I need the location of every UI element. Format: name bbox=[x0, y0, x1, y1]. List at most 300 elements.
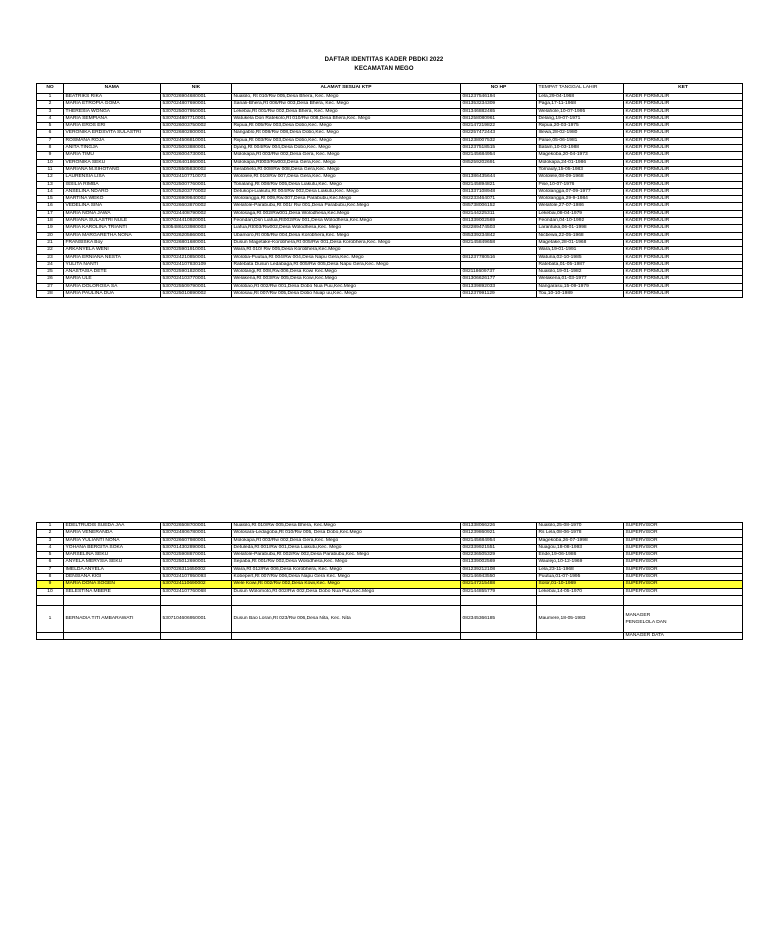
cell-ttl: Palue,05-06-1981 bbox=[537, 137, 624, 144]
cell-alamat: Woloba-Puutua,Rt 004/Rw 004,Desa Napu Gera,Kec. Mego bbox=[232, 254, 461, 261]
cell-ket: KADER FORMULIR bbox=[624, 291, 743, 298]
cell-nama: MARIA PAULINA DUA bbox=[64, 291, 161, 298]
table-row bbox=[37, 232, 743, 239]
cell-no: 15 bbox=[37, 196, 64, 203]
cell-alamat: Dusun Bao Loran,Rt 023/Rw 006,Desa Nita, Kec. Nita bbox=[232, 605, 461, 632]
cell-hp: 081237780516 bbox=[461, 254, 537, 261]
table-row bbox=[37, 159, 743, 166]
cell-hp: 082345366185 bbox=[461, 605, 537, 632]
cell-alamat: Wolosara-Ledagoba,Rt 010/Rw 005, Desa Dobo,Kec.Mego bbox=[232, 530, 461, 537]
table-row bbox=[37, 218, 743, 225]
cell-nama: VERONIKA SEKU bbox=[64, 159, 161, 166]
cell-hp: 081258080961 bbox=[461, 115, 537, 122]
cell-ket: KADER FORMULIR bbox=[624, 108, 743, 115]
document-title: DAFTAR IDENTITAS KADER PBDKI 2022 bbox=[324, 57, 444, 63]
cell-nama: MARIANA M.SIHOTANG bbox=[64, 166, 161, 173]
cell-ket: KADER FORMULIR bbox=[624, 130, 743, 137]
cell-alamat: Detukopi-Liakutu,Rt 004/Rw 002,Desa Liakutu,Kec. Mego bbox=[232, 188, 461, 195]
table-row bbox=[37, 145, 743, 152]
cell-nik: 5307104606950001 bbox=[161, 605, 232, 632]
cell-nik: 5307024807710001 bbox=[161, 115, 232, 122]
cell-nik: 5307026508700001 bbox=[161, 523, 232, 530]
cell-no: 3 bbox=[37, 537, 64, 544]
cell-nik: 5307014302890001 bbox=[161, 544, 232, 551]
cell-hp: 082144855779 bbox=[461, 588, 537, 595]
cell-no: 10 bbox=[37, 588, 64, 595]
cell-ket: SUPERVISOR bbox=[624, 552, 743, 559]
cell-nik: 5307026205860001 bbox=[161, 232, 232, 239]
cell-ket: KADER FORMULIR bbox=[624, 276, 743, 283]
cell-hp: 082145684954 bbox=[461, 537, 537, 544]
cell-nik: 5307024107760068 bbox=[161, 588, 232, 595]
cell-ket: KADER FORMULIR bbox=[624, 137, 743, 144]
cell-nik: 5307025901820001 bbox=[161, 269, 232, 276]
cell-nama: VERONIKA ERDSVITA SULASTRI bbox=[64, 130, 161, 137]
cell-alamat: Ubamoro,Rt 005/Rw 004,Desa Korobhera,Kec. Mego bbox=[232, 232, 461, 239]
cell-alamat: Liafua,Rt003/Rw002,Desa Wolodhesa,Kec. Mego bbox=[232, 225, 461, 232]
cell-ttl: Magetake,28-01-1968 bbox=[537, 239, 624, 246]
cell-hp: 082236505329 bbox=[461, 552, 537, 559]
cell-ttl: Nicbewa,22-05-1968 bbox=[537, 232, 624, 239]
cell-ket: KADER FORMULIR bbox=[624, 196, 743, 203]
cell-alamat: Welafole-Parabubu,Rt 002/Rw 002,Desa Parabubu,Kec. Mego bbox=[232, 552, 461, 559]
cell-alamat: Serabheto,Rt 008/Rw 008,Desa Gera,Kec. Mego bbox=[232, 166, 461, 173]
cell-nik: 5307024806780001 bbox=[161, 530, 232, 537]
cell-alamat: Molokapa,Rt003/Rw003,Desa Gera,Kec. Mego bbox=[232, 159, 461, 166]
cell-ket: KADER FORMULIR bbox=[624, 232, 743, 239]
cell-ttl: Rs Lela,08-06-1978 bbox=[537, 530, 624, 537]
supervisor-row bbox=[37, 581, 743, 588]
cell-alamat: Detuleda,Rt 001/Rw 001,Desa Liakutu,Kec. Mego bbox=[232, 544, 461, 551]
cell-nik: 5307024408790002 bbox=[161, 210, 232, 217]
cell-nik: 5307024107950093 bbox=[161, 574, 232, 581]
table-row bbox=[37, 210, 743, 217]
cell-ttl: Tornauly,15-05-1983 bbox=[537, 166, 624, 173]
cell-ttl: Welakena,01-03-1977 bbox=[537, 276, 624, 283]
cell-alamat: Dusun Magetake-Korobhera,Rt 005/Rw 001,Desa Korobhera,Kec. Mego bbox=[232, 239, 461, 246]
cell-no: 12 bbox=[37, 174, 64, 181]
cell-nik: 5307026311650002 bbox=[161, 566, 232, 573]
cell-no: 26 bbox=[37, 276, 64, 283]
cell-nik: 5307025505830002 bbox=[161, 166, 232, 173]
cell-hp: 081237546194 bbox=[461, 94, 537, 101]
cell-hp: 085339234842 bbox=[461, 232, 537, 239]
cell-nama: ROSMANA ROJA bbox=[64, 137, 161, 144]
cell-ket: MANAGER DATA bbox=[624, 632, 743, 639]
cell-no: 23 bbox=[37, 254, 64, 261]
cell-alamat: Tonalang,Rt 008/Rw 005,Desa Liakutu,Kec. Mego bbox=[232, 181, 461, 188]
cell-nama: MARIA NONA JAWA bbox=[64, 210, 161, 217]
cell-hp: 081339892033 bbox=[461, 283, 537, 290]
header-nama: NAMA bbox=[64, 84, 161, 94]
kader-table bbox=[36, 83, 743, 298]
table-row bbox=[37, 188, 743, 195]
cell-ket: SUPERVISOR bbox=[624, 581, 743, 588]
cell-alamat: Nualolo, Rt 010/Rw 005,Desa Bhera, Kec. Mego bbox=[232, 94, 461, 101]
cell-ttl: Tou,10-10-1989 bbox=[537, 291, 624, 298]
cell-no: 5 bbox=[37, 123, 64, 130]
cell-hp: 081339002569 bbox=[461, 559, 537, 566]
cell-ttl: Waulejo,10-12-1969 bbox=[537, 559, 624, 566]
cell-ttl: Feondari,04-10-1992 bbox=[537, 218, 624, 225]
cell-nama: SELESTINA MBERE bbox=[64, 588, 161, 595]
cell-ttl: Batam,10-03-1988 bbox=[537, 145, 624, 152]
cell-hp: 081337108948 bbox=[461, 188, 537, 195]
cell-ket: SUPERVISOR bbox=[624, 530, 743, 537]
cell-ket: KADER FORMULIR bbox=[624, 166, 743, 173]
cell-nama: MARIA VENERANDA bbox=[64, 530, 161, 537]
supervisor-row bbox=[37, 523, 743, 530]
cell-nama: LAURENSIA LISA bbox=[64, 174, 161, 181]
cell-no: 8 bbox=[37, 574, 64, 581]
cell-nama: YULITA NANTI bbox=[64, 261, 161, 268]
supervisor-row bbox=[37, 537, 743, 544]
cell-hp: 082289474503 bbox=[461, 225, 537, 232]
cell-nama: MARSELINA SEKU bbox=[64, 552, 161, 559]
cell-nama: MARIA DONA SOGEN bbox=[64, 581, 161, 588]
cell-ttl: Nuagou,18-08-1993 bbox=[537, 544, 624, 551]
cell-alamat: Dusun Wolomoto,Rt 002/Rw 002,Desa Dobo Nua Puu,Kec.Mego bbox=[232, 588, 461, 595]
cell-ttl: Solor,01-10-1969 bbox=[537, 581, 624, 588]
cell-alamat: Riipua,Rt 003/Rw 003,Desa Dobo,Kec. Mego bbox=[232, 137, 461, 144]
cell-ket: KADER FORMULIR bbox=[624, 254, 743, 261]
table-row bbox=[37, 196, 743, 203]
cell-ttl: Riipua,20-03-1975 bbox=[537, 123, 624, 130]
cell-hp bbox=[461, 166, 537, 173]
cell-hp bbox=[461, 261, 537, 268]
cell-no: 5 bbox=[37, 552, 64, 559]
cell-no: 25 bbox=[37, 269, 64, 276]
cell-nik: 5307025012690001 bbox=[161, 559, 232, 566]
cell-nama: THERESIA WONGA bbox=[64, 108, 161, 115]
cell-ket: SUPERVISOR bbox=[624, 574, 743, 581]
cell-nama: ANSELINA NDARO bbox=[64, 188, 161, 195]
cell-no: 8 bbox=[37, 145, 64, 152]
cell-hp: 082145894821 bbox=[461, 181, 537, 188]
cell-hp: 082144225311 bbox=[461, 210, 537, 217]
cell-ket: KADER FORMULIR bbox=[624, 225, 743, 232]
cell-ket: SUPERVISOR bbox=[624, 559, 743, 566]
cell-no: 20 bbox=[37, 232, 64, 239]
cell-nama: DENSIANA KIGI bbox=[64, 574, 161, 581]
cell-ket: KADER FORMULIR bbox=[624, 174, 743, 181]
cell-no: 9 bbox=[37, 581, 64, 588]
cell-nama: MARIANA SULASTRI NULE bbox=[64, 218, 161, 225]
cell-nama: MARIA DOLOROSA SA bbox=[64, 283, 161, 290]
cell-alamat: Welafole-Parabubu,Rt 001/ Rw 001,Desa Parabubu,Kec.Mego bbox=[232, 203, 461, 210]
cell-nama: MARIA TIMU bbox=[64, 152, 161, 159]
cell-ket: SUPERVISOR bbox=[624, 544, 743, 551]
cell-ket: KADER FORMULIR bbox=[624, 269, 743, 276]
cell-nik: 5307024210850001 bbox=[161, 254, 232, 261]
cell-ttl: Nangarasu,15-09-1979 bbox=[537, 283, 624, 290]
cell-ket: KADER FORMULIR bbox=[624, 159, 743, 166]
table-row bbox=[37, 261, 743, 268]
cell-nama: ANYELA MERYSIA SEKU bbox=[64, 559, 161, 566]
cell-nama: IMELDA ANYELA bbox=[64, 566, 161, 573]
supervisor-row bbox=[37, 530, 743, 537]
cell-ket: SUPERVISOR bbox=[624, 566, 743, 573]
supervisor-row bbox=[37, 552, 743, 559]
cell-ttl: Lekebai,08-04-1979 bbox=[537, 210, 624, 217]
cell-ttl: Molokapa,24-01-1986 bbox=[537, 159, 624, 166]
cell-no: 16 bbox=[37, 203, 64, 210]
cell-hp: 082145849658 bbox=[461, 239, 537, 246]
cell-alamat: Molokapa,Rt 003/Rw 002,Desa Gera,Kec. Mego bbox=[232, 537, 461, 544]
table-row bbox=[37, 239, 743, 246]
table-row bbox=[37, 152, 743, 159]
cell-no: 6 bbox=[37, 559, 64, 566]
cell-hp: 082233464071 bbox=[461, 196, 537, 203]
cell-no: 21 bbox=[37, 239, 64, 246]
cell-alamat: Wolosau,Rt 007/Rw 005,Desa Dobo Nuap uu,Kec. Mego bbox=[232, 291, 461, 298]
cell-nama: MARIA EROS ERI bbox=[64, 123, 161, 130]
supervisor-row bbox=[37, 566, 743, 573]
cell-no: 28 bbox=[37, 291, 64, 298]
cell-nik: 5307025509790001 bbox=[161, 283, 232, 290]
cell-nama: ANITA TINGJA bbox=[64, 145, 161, 152]
table-row bbox=[37, 174, 743, 181]
cell-nama: BERNADIA TITI AMBARAWATI bbox=[64, 605, 161, 632]
cell-nik: 5307025007760001 bbox=[161, 181, 232, 188]
cell-alamat: Riipua,Rt 005/Rw 003,Desa Dobo,Kec. Mego bbox=[232, 123, 461, 130]
table-row bbox=[37, 181, 743, 188]
cell-no: 1 bbox=[37, 605, 64, 632]
cell-alamat: Wele Kowi,Rt 002/Rw 002,Desa Kowi,Kec. Mego bbox=[232, 581, 461, 588]
table-row bbox=[37, 225, 743, 232]
cell-no: 13 bbox=[37, 181, 64, 188]
cell-hp: 082147219822 bbox=[461, 123, 537, 130]
cell-ttl: Larantuka,06-01-1998 bbox=[537, 225, 624, 232]
cell-nama: MARIA SEMPIANA bbox=[64, 115, 161, 122]
cell-nik: 5307024506810001 bbox=[161, 137, 232, 144]
cell-ttl: Magekoba,26-07-1998 bbox=[537, 537, 624, 544]
cell-no: 17 bbox=[37, 210, 64, 217]
cell-no: 19 bbox=[37, 225, 64, 232]
cell-alamat: Wara,Rt 010/ Rw 005,Desa Korobhera,Kec.Mego bbox=[232, 247, 461, 254]
cell-alamat: Wolobao,Rt 002/Rw 001,Desa Dobo Nua Puu,Kec.Mego bbox=[232, 283, 461, 290]
cell-alamat: Wololele,Rt 010/Rw 007,Desa Gera,Kec. Mego bbox=[232, 174, 461, 181]
table-row bbox=[37, 269, 743, 276]
header-alamat: ALAMAT SESUAI KTP bbox=[232, 84, 461, 94]
cell-ket bbox=[624, 605, 743, 632]
cell-ket: KADER FORMULIR bbox=[624, 218, 743, 225]
cell-nik: 5307025003880001 bbox=[161, 145, 232, 152]
cell-no: 7 bbox=[37, 566, 64, 573]
table-row bbox=[37, 94, 743, 101]
ket-line: MANAGER bbox=[625, 613, 651, 619]
cell-ket: KADER FORMULIR bbox=[624, 203, 743, 210]
table-row bbox=[37, 203, 743, 210]
supervisor-table bbox=[36, 522, 743, 640]
cell-ket: KADER FORMULIR bbox=[624, 261, 743, 268]
cell-ket: KADER FORMULIR bbox=[624, 247, 743, 254]
cell-nik: 5307026909840002 bbox=[161, 196, 232, 203]
cell-alamat: Wololangga,Rt 009,Rw.007,Desa Parabubu,Kec.Mego bbox=[232, 196, 461, 203]
manager-row-continued bbox=[37, 632, 743, 639]
cell-no: 6 bbox=[37, 130, 64, 137]
cell-alamat: Djang,Rt 004/Rw 004,Desa Dobo,Kec. Mego bbox=[232, 145, 461, 152]
cell-ttl: Maumere,18-05-1983 bbox=[537, 605, 624, 632]
table-row bbox=[37, 123, 743, 130]
cell-ttl: Nualolo,19-01-1982 bbox=[537, 269, 624, 276]
cell-nama: MARIA YULIANTI NONA bbox=[64, 537, 161, 544]
cell-ttl: Welafole,27-07-1986 bbox=[537, 203, 624, 210]
header-no: NO bbox=[37, 84, 64, 94]
cell-nik: 5307026003750002 bbox=[161, 123, 232, 130]
cell-ttl: Magekoba,20-04-1973 bbox=[537, 152, 624, 159]
cell-alamat: Nangablo,Rt 008/Rw 008,Desa Dobo,Kec. Mego bbox=[232, 130, 461, 137]
cell-hp: 081239212108 bbox=[461, 566, 537, 573]
cell-hp: 082147215488 bbox=[461, 581, 537, 588]
table-row bbox=[37, 115, 743, 122]
cell-no: 7 bbox=[37, 137, 64, 144]
cell-no: 18 bbox=[37, 218, 64, 225]
cell-alamat: Kobepert,Rt 007/Rw 006,Desa Napu Gera Kec. Mego bbox=[232, 574, 461, 581]
cell-no: 2 bbox=[37, 530, 64, 537]
cell-hp: 081339002569 bbox=[461, 218, 537, 225]
cell-ket: KADER FORMULIR bbox=[624, 283, 743, 290]
cell-no: 4 bbox=[37, 115, 64, 122]
cell-ket: KADER FORMULIR bbox=[624, 115, 743, 122]
cell-nama: MARIA KAROLINA TRIANTI bbox=[64, 225, 161, 232]
cell-alamat: Sanali-Bhera,Rt 006/Rw 003,Desa Bhera, Kec. Mego bbox=[232, 101, 461, 108]
cell-nama: BEATRIKS RIKA bbox=[64, 94, 161, 101]
manager-row bbox=[37, 605, 743, 632]
cell-hp: 082118609737 bbox=[461, 269, 537, 276]
cell-nik: 5307024107710073 bbox=[161, 174, 232, 181]
cell-no: 1 bbox=[37, 94, 64, 101]
cell-alamat: Wolosaga,Rt 002/Rw001,Desa Wolodhesa,Kec.Mego bbox=[232, 210, 461, 217]
cell-ttl: Welahole,10-07-1995 bbox=[537, 108, 624, 115]
header-no-hp: NO HP bbox=[461, 84, 537, 94]
supervisor-row bbox=[37, 559, 743, 566]
cell-nik: 5307024807690001 bbox=[161, 101, 232, 108]
cell-nik: 5305486103980003 bbox=[161, 225, 232, 232]
cell-nama: MARIA ERNIANA NESTA bbox=[64, 254, 161, 261]
cell-alamat: Lekebai,Rt 001/Rw 002,Desa Bhera, Kec. Mego bbox=[232, 108, 461, 115]
cell-no: 1 bbox=[37, 523, 64, 530]
cell-ttl: Ratebata,01-05-1987 bbox=[537, 261, 624, 268]
spacer-row bbox=[37, 595, 743, 605]
cell-alamat: Sepaba,Rt 001/Rw 002,Desa Wolodhesa,Kec. Mego bbox=[232, 559, 461, 566]
cell-ttl: Wara,19-01-1991 bbox=[537, 247, 624, 254]
cell-ket: KADER FORMULIR bbox=[624, 181, 743, 188]
cell-ket: KADER FORMULIR bbox=[624, 239, 743, 246]
cell-nik: 5307026802800001 bbox=[161, 130, 232, 137]
cell-nama: FRANSISKA Boy bbox=[64, 239, 161, 246]
cell-ttl: Puutua,01-07-1995 bbox=[537, 574, 624, 581]
cell-nama: EDELTRUDIS SUEDA JAA bbox=[64, 523, 161, 530]
cell-hp: 082339921551 bbox=[461, 544, 537, 551]
cell-nama: MARIA ETROPIA GOMA bbox=[64, 101, 161, 108]
cell-ttl: Lela,23-11-1968 bbox=[537, 566, 624, 573]
cell-hp: 081237518515 bbox=[461, 145, 537, 152]
cell-hp: 085259202691 bbox=[461, 159, 537, 166]
cell-nik: 5307026401860001 bbox=[161, 159, 232, 166]
cell-ket: SUPERVISOR bbox=[624, 523, 743, 530]
cell-nik: 5307026607980001 bbox=[161, 537, 232, 544]
cell-no: 4 bbox=[37, 544, 64, 551]
table-row bbox=[37, 108, 743, 115]
cell-no: 24 bbox=[37, 261, 64, 268]
cell-nik: 5307024110690002 bbox=[161, 581, 232, 588]
cell-ket: KADER FORMULIR bbox=[624, 152, 743, 159]
cell-nik: 5307026603870002 bbox=[161, 203, 232, 210]
cell-ttl: Lela,29-04-1968 bbox=[537, 94, 624, 101]
cell-nama: MARIA ULE bbox=[64, 276, 161, 283]
cell-nama: MARTINA WEKO bbox=[64, 196, 161, 203]
cell-hp: 082145684954 bbox=[461, 152, 537, 159]
cell-nik: 5307025007950001 bbox=[161, 108, 232, 115]
cell-hp: 081238007532 bbox=[461, 137, 537, 144]
cell-hp: 081306626177 bbox=[461, 276, 537, 283]
cell-no: 9 bbox=[37, 152, 64, 159]
cell-hp: 082257472443 bbox=[461, 130, 537, 137]
cell-ket: KADER FORMULIR bbox=[624, 94, 743, 101]
table-row bbox=[37, 247, 743, 254]
cell-nama: MARIA MARGARETHA NONA bbox=[64, 232, 161, 239]
cell-ttl: Wololele,08-09-1968 bbox=[537, 174, 624, 181]
cell-nik: 5307026904680001 bbox=[161, 94, 232, 101]
cell-ket: SUPERVISOR bbox=[624, 537, 743, 544]
table-row bbox=[37, 254, 743, 261]
supervisor-row bbox=[37, 574, 743, 581]
cell-hp: 085738006152 bbox=[461, 203, 537, 210]
cell-hp: 081237991129 bbox=[461, 291, 537, 298]
cell-ket: KADER FORMULIR bbox=[624, 101, 743, 108]
cell-hp: 081346882465 bbox=[461, 108, 537, 115]
cell-nik: 5307026801680001 bbox=[161, 239, 232, 246]
cell-hp bbox=[461, 247, 537, 254]
cell-hp: 082146943550 bbox=[461, 574, 537, 581]
cell-alamat: Wara,Rt 012/Rw 006,Desa Korobhera, Kec. Mego bbox=[232, 566, 461, 573]
cell-nik: 5307024107830109 bbox=[161, 261, 232, 268]
cell-nik: 5307025010890002 bbox=[161, 291, 232, 298]
cell-ket: KADER FORMULIR bbox=[624, 188, 743, 195]
table-row bbox=[37, 283, 743, 290]
cell-nama: ISSILIA RIMBA bbox=[64, 181, 161, 188]
cell-ttl: Paga,17-11-1968 bbox=[537, 101, 624, 108]
cell-alamat: Nualolo,Rt 010/Rw 005,Desa Bhera, Kec.Mego bbox=[232, 523, 461, 530]
cell-ttl: Illewa,28-02-1980 bbox=[537, 130, 624, 137]
header-ttl: TEMPAT TANGGAL LAHIR bbox=[537, 84, 624, 94]
cell-ttl: Ende,19-06-1986 bbox=[537, 552, 624, 559]
header-ket: KET bbox=[624, 84, 743, 94]
cell-no: 11 bbox=[37, 166, 64, 173]
cell-nama: YOHANA BERGITA SOKA bbox=[64, 544, 161, 551]
cell-nama: VEDELINA SINA bbox=[64, 203, 161, 210]
table-row bbox=[37, 291, 743, 298]
cell-hp: 081353234309 bbox=[461, 101, 537, 108]
cell-no: 3 bbox=[37, 108, 64, 115]
cell-ttl: Wololangga,29-9-1984 bbox=[537, 196, 624, 203]
cell-ttl: Lekebai,14-05-1970 bbox=[537, 588, 624, 595]
cell-alamat: Welakena,Rt 003/Rw 005,Desa Kowi,Kec.Mego bbox=[232, 276, 461, 283]
ket-line: PENGELOLA DAN bbox=[625, 619, 667, 625]
cell-no: 14 bbox=[37, 188, 64, 195]
cell-ttl: Pise,10-07-1976 bbox=[537, 181, 624, 188]
cell-nik: 5307024410920001 bbox=[161, 218, 232, 225]
table-row bbox=[37, 166, 743, 173]
cell-ttl: Wololangga,07-09-1977 bbox=[537, 188, 624, 195]
cell-ket: KADER FORMULIR bbox=[624, 145, 743, 152]
cell-ttl: Delang,19-07-1971 bbox=[537, 115, 624, 122]
cell-alamat: Ratebata Dusun Ledabaga,Rt 005/Rw 005,Desa Napu Gera,Kec. Mego bbox=[232, 261, 461, 268]
supervisor-row bbox=[37, 544, 743, 551]
table-row bbox=[37, 137, 743, 144]
cell-alamat: Watukela Don Ratekolo,Rt 010/Rw 008,Desa Bhera,Kec. Mego bbox=[232, 115, 461, 122]
